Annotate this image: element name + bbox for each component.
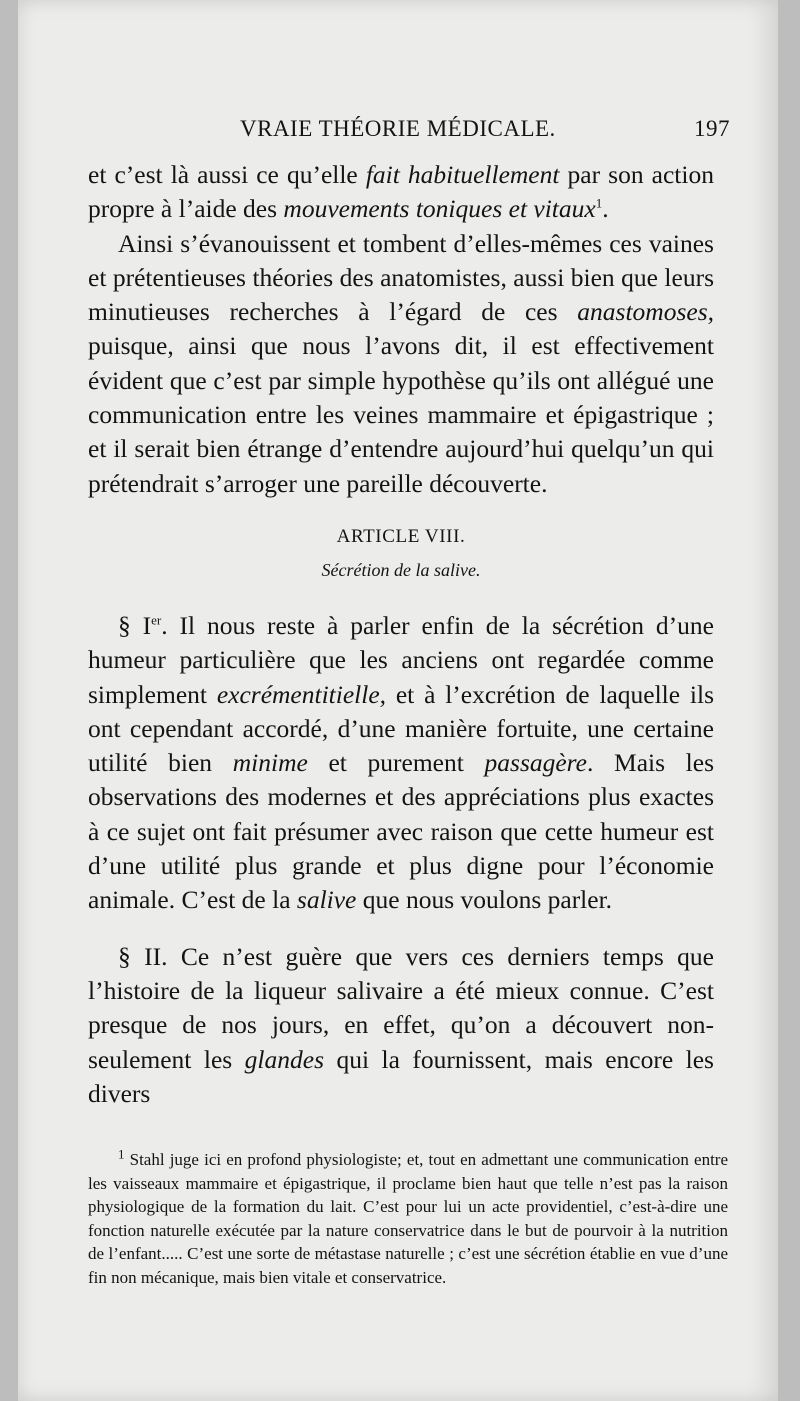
italic-run: glandes bbox=[244, 1044, 324, 1074]
section-mark: § I bbox=[118, 610, 152, 640]
text-run: § II. Ce n’est guère que vers ces derniers temps que l’histoire de la liqueur salivaire a été mieux connue. C’est presque de nos jours, en effet, qu’on a découvert non-seulement les bbox=[88, 941, 714, 1074]
paragraph bbox=[88, 940, 714, 1111]
section-spacer bbox=[88, 918, 714, 940]
italic-run: anastomoses, bbox=[577, 297, 714, 327]
text-run: et à l’excrétion de laquelle ils ont cependant accordé, d’une manière fortuite, une certaine utilité bien bbox=[88, 679, 714, 778]
footnote bbox=[88, 1148, 728, 1290]
paragraph bbox=[88, 227, 714, 501]
text-run: . Il nous reste à parler enfin de la sécrétion d’une humeur particulière que les anciens ont regardée comme simplement bbox=[88, 610, 714, 709]
paragraph bbox=[88, 158, 714, 227]
italic-run: minime bbox=[232, 748, 308, 778]
text-run: et purement bbox=[307, 748, 485, 778]
article-heading: ARTICLE VIII. bbox=[336, 525, 466, 547]
footnote-text bbox=[88, 1148, 728, 1290]
footnote-marker: 1 bbox=[595, 195, 603, 211]
text-run: et c’est là aussi ce qu’elle bbox=[88, 160, 366, 189]
main-text bbox=[88, 158, 714, 1111]
text-run: Stahl juge ici en profond physiologiste; et, tout en admettant une communication entre les vaisseaux mammaire et épigastrique, il proclame bien haut que telle n’est pas la raison physiologique de la formation du lait. C’est pour lui un acte providentiel, c’est-à-dire une fonction naturelle exécutée par la nature conservatrice dans le but de pourvoir à la nutrition de l’enfant..... C’est une sorte de métastase naturelle ; c’est une sécrétion établie en vue d’une fin non mécanique, mais bien vitale et conservatrice. bbox=[88, 1150, 728, 1287]
text-run: . bbox=[602, 194, 609, 224]
italic-run: mouvements toniques et vitaux bbox=[283, 194, 596, 224]
ordinal-suffix: er bbox=[151, 612, 162, 628]
running-header bbox=[90, 116, 730, 148]
article-subtitle: Sécrétion de la salive. bbox=[321, 559, 481, 580]
italic-run: fait habituellement bbox=[365, 160, 560, 189]
footnote-number: 1 bbox=[118, 1146, 125, 1162]
text-run: Ainsi s’évanouissent et tombent d’elles-mêmes ces vaines et prétentieuses théories des anatomistes, aussi bien que leurs minutieuses recherches à l’égard de ces bbox=[88, 228, 714, 327]
text-run: qui la fournissent, mais encore les divers bbox=[88, 1044, 714, 1108]
text-run: puisque, ainsi que nous l’avons dit, il est effectivement évident que c’est par simple hypothèse qu’ils ont allégué une communication entre les veines mammaire et épigastrique ; et il serait bien étrange d’entendre aujourd’hui quelqu’un qui prétendrait s’arroger une pareille découverte. bbox=[88, 331, 714, 498]
italic-run: passagère bbox=[484, 748, 587, 778]
text-run: que nous voulons parler. bbox=[356, 885, 613, 915]
running-title: VRAIE THÉORIE MÉDICALE. bbox=[240, 116, 556, 141]
book-page bbox=[18, 0, 778, 1401]
italic-run: salive bbox=[296, 885, 357, 915]
page-number: 197 bbox=[694, 116, 730, 141]
text-run: . Mais les observations des modernes et des appréciations plus exactes à ce sujet ont fait présumer avec raison que cette humeur est d’une utilité plus grande et plus digne pour l’économie animale. C’est de la bbox=[88, 748, 715, 915]
italic-run: excrémentitielle, bbox=[216, 679, 387, 709]
text-run: par son action propre à l’aide des bbox=[88, 160, 714, 224]
paragraph bbox=[88, 609, 714, 918]
